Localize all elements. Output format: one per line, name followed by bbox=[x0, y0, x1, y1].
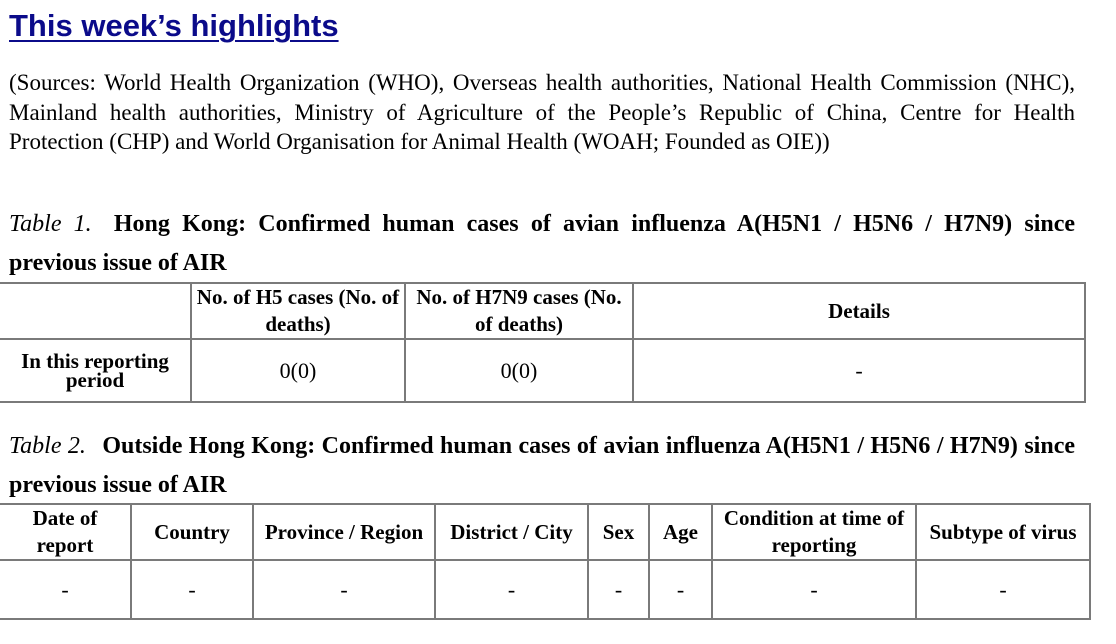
table1-header-h5: No. of H5 cases (No. of deaths) bbox=[191, 283, 405, 339]
page-heading[interactable]: This week’s highlights bbox=[9, 8, 339, 43]
table2-outside-hk-cases bbox=[0, 503, 1091, 620]
table2-cell-sex: - bbox=[588, 560, 649, 619]
table-row bbox=[0, 339, 1085, 402]
table1-header-h7n9: No. of H7N9 cases (No. of deaths) bbox=[405, 283, 633, 339]
table2-cell-date: - bbox=[0, 560, 131, 619]
table1-cell-details: - bbox=[633, 339, 1085, 402]
table2-cell-country: - bbox=[131, 560, 253, 619]
table2-cell-age: - bbox=[649, 560, 712, 619]
table1-cell-h7n9: 0(0) bbox=[405, 339, 633, 402]
table1-header-details: Details bbox=[633, 283, 1085, 339]
table1-label: Table 1. bbox=[9, 211, 92, 237]
table1-row-label: In this reporting period bbox=[0, 339, 191, 402]
table2-caption bbox=[9, 427, 1075, 505]
table1-header-row bbox=[0, 283, 1085, 339]
table2-header-province: Province / Region bbox=[253, 504, 435, 560]
table2-header-district: District / City bbox=[435, 504, 588, 560]
table1-hk-cases bbox=[0, 282, 1086, 403]
table2-title: Outside Hong Kong: Confirmed human cases of avian influenza A(H5N1 / H5N6 / H7N9) since previous issue of AIR bbox=[9, 433, 1076, 498]
table1-cell-h5: 0(0) bbox=[191, 339, 405, 402]
table2-header-country: Country bbox=[131, 504, 253, 560]
table2-header-date: Date of report bbox=[0, 504, 131, 560]
table2-header-row bbox=[0, 504, 1090, 560]
table1-caption bbox=[9, 205, 1075, 283]
table2-cell-condition: - bbox=[712, 560, 916, 619]
table2-header-condition: Condition at time of reporting bbox=[712, 504, 916, 560]
table2-label: Table 2. bbox=[9, 433, 86, 459]
table2-cell-province: - bbox=[253, 560, 435, 619]
table2-header-subtype: Subtype of virus bbox=[916, 504, 1090, 560]
table1-title: Hong Kong: Confirmed human cases of avian influenza A(H5N1 / H5N6 / H7N9) since previous issue of AIR bbox=[9, 211, 1076, 276]
table2-header-sex: Sex bbox=[588, 504, 649, 560]
table2-header-age: Age bbox=[649, 504, 712, 560]
table-row bbox=[0, 560, 1090, 619]
table1-corner-cell bbox=[0, 283, 191, 339]
table2-cell-district: - bbox=[435, 560, 588, 619]
table2-cell-subtype: - bbox=[916, 560, 1090, 619]
sources-paragraph: (Sources: World Health Organization (WHO), Overseas health authorities, National Health Commission (NHC), Mainland health authorities, Ministry of Agriculture of the People’s Republic of China, Centre for Health Protection (CHP) and World Organisation for Animal Health (WOAH; Founded as OIE)) bbox=[9, 70, 1075, 154]
